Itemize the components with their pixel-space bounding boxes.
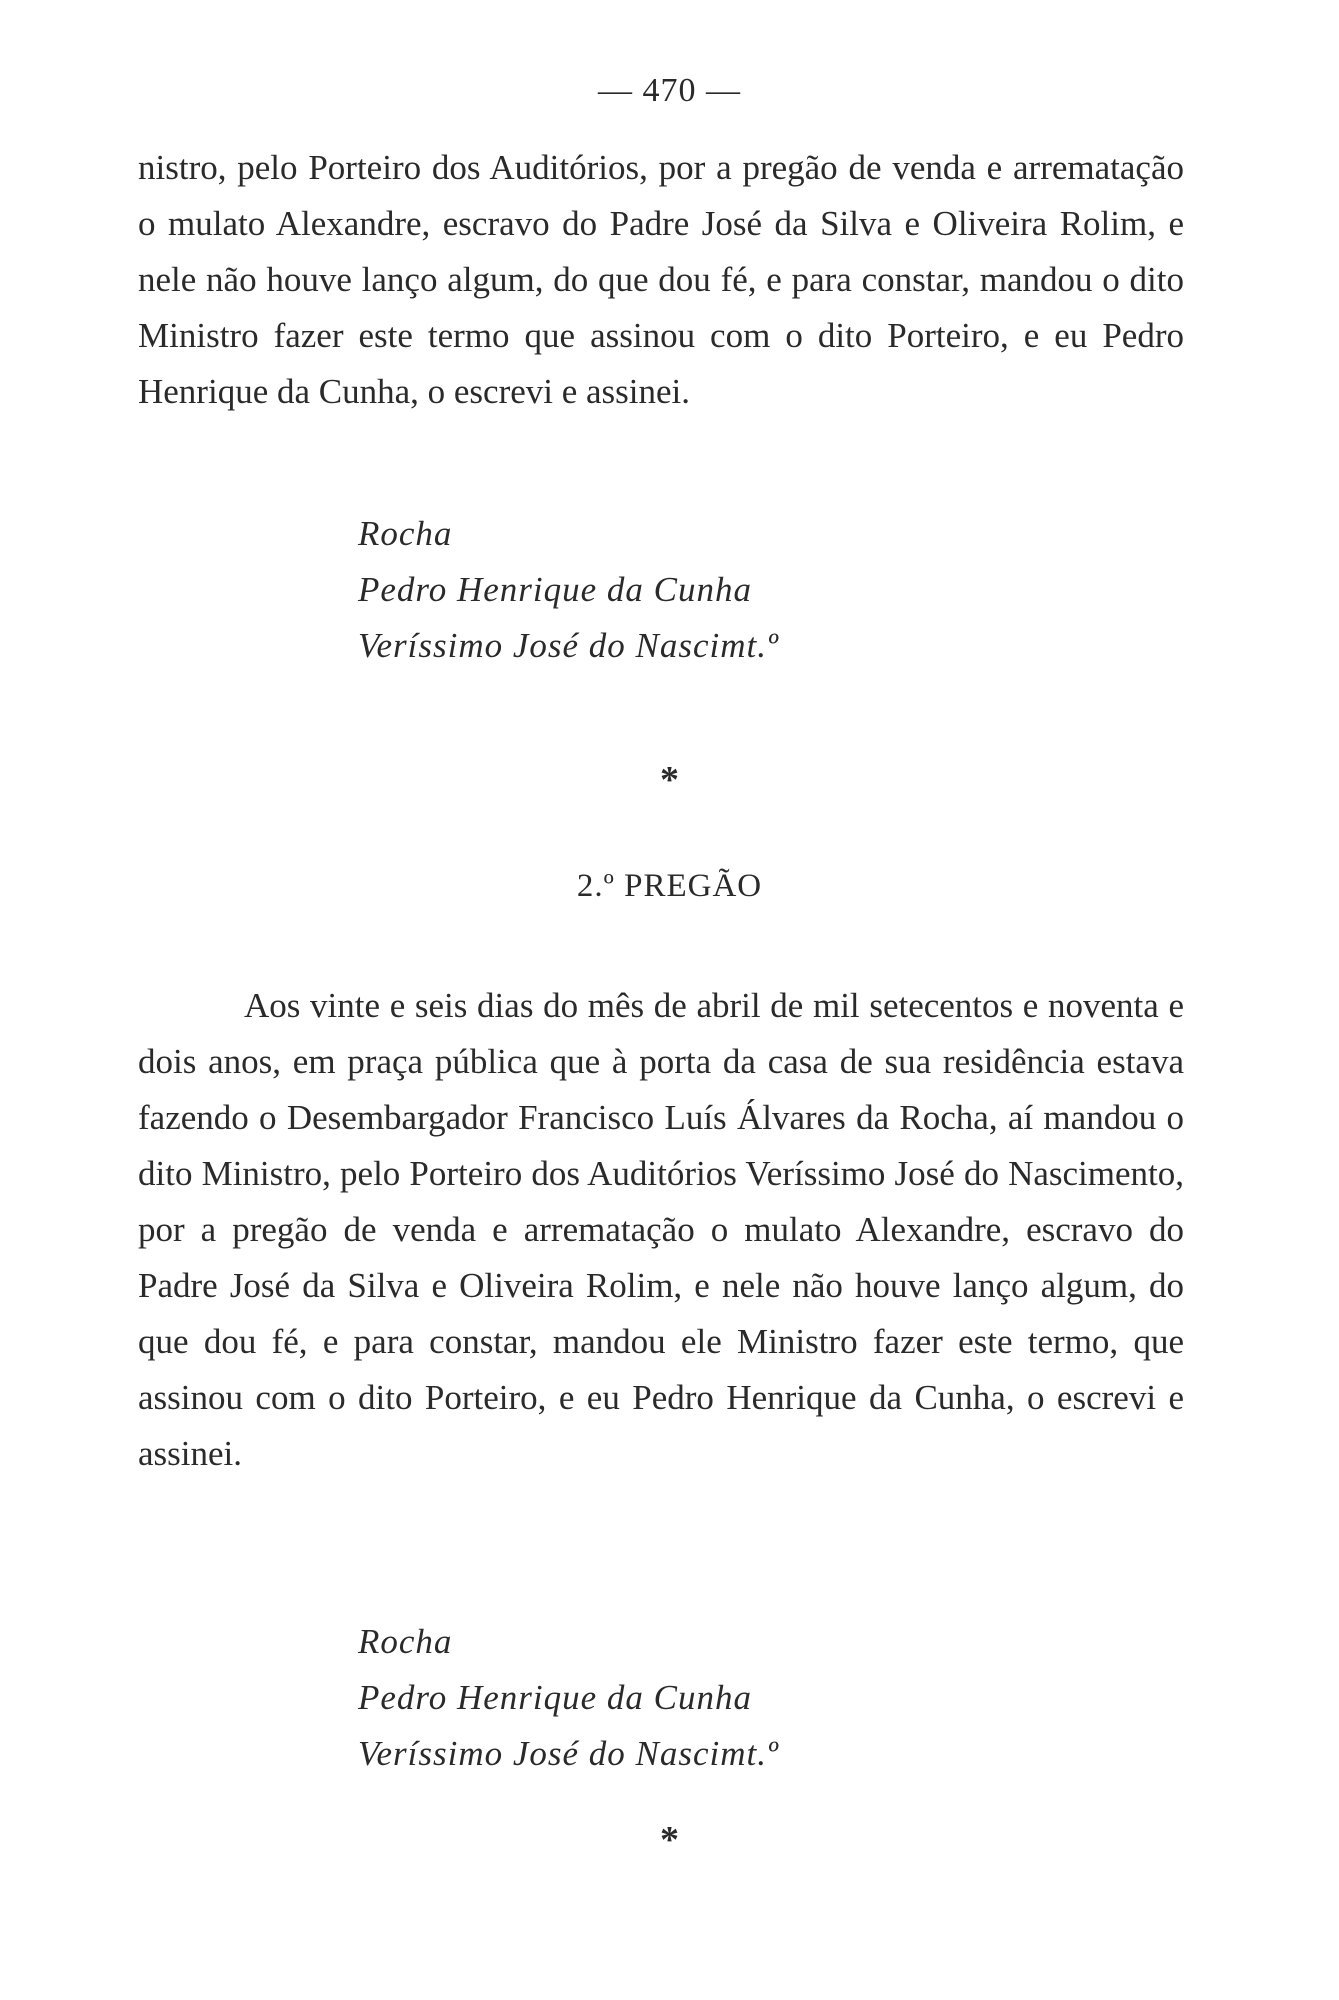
signature-pedro-henrique: Pedro Henrique da Cunha: [358, 1678, 753, 1717]
asterisk-separator: *: [660, 759, 679, 801]
signature-rocha: Rocha: [358, 1622, 453, 1661]
page-number: — 470 —: [598, 72, 741, 109]
section-title: 2.º PREGÃO: [576, 868, 763, 904]
paragraph-continuation: nistro, pelo Porteiro dos Auditórios, por a pregão de venda e arrematação o mulato Alexandre, escravo do Padre José da Silva e Oliveira Rolim, e nele não houve lanço algum, do que dou fé, e para constar, mandou o dito Ministro fazer este termo que assinou com o dito Porteiro, e eu Pedro Henrique da Cunha, o escrevi e assinei.: [138, 148, 1184, 411]
signature-verissimo: Veríssimo José do Nascimt.º: [358, 626, 779, 665]
signature-verissimo: Veríssimo José do Nascimt.º: [358, 1734, 779, 1773]
paragraph-second-pregao: Aos vinte e seis dias do mês de abril de mil setecentos e noventa e dois anos, em praça pública que à porta da casa de sua residência estava fazendo o Desembargador Francisco Luís Álvares da Rocha, aí mandou o dito Ministro, pelo Porteiro dos Auditórios Veríssimo José do Nascimento, por a pregão de venda e arrematação o mulato Alexandre, escravo do Padre José da Silva e Oliveira Rolim, e nele não houve lanço algum, do que dou fé, e para constar, mandou ele Ministro fazer este termo, que assinou com o dito Porteiro, e eu Pedro Henrique da Cunha, o escrevi e assinei.: [138, 986, 1184, 1473]
signature-block-1: [358, 506, 779, 674]
signature-pedro-henrique: Pedro Henrique da Cunha: [358, 570, 753, 609]
signature-block-2: [358, 1614, 779, 1782]
signature-rocha: Rocha: [358, 514, 453, 553]
asterisk-separator: *: [660, 1819, 679, 1861]
